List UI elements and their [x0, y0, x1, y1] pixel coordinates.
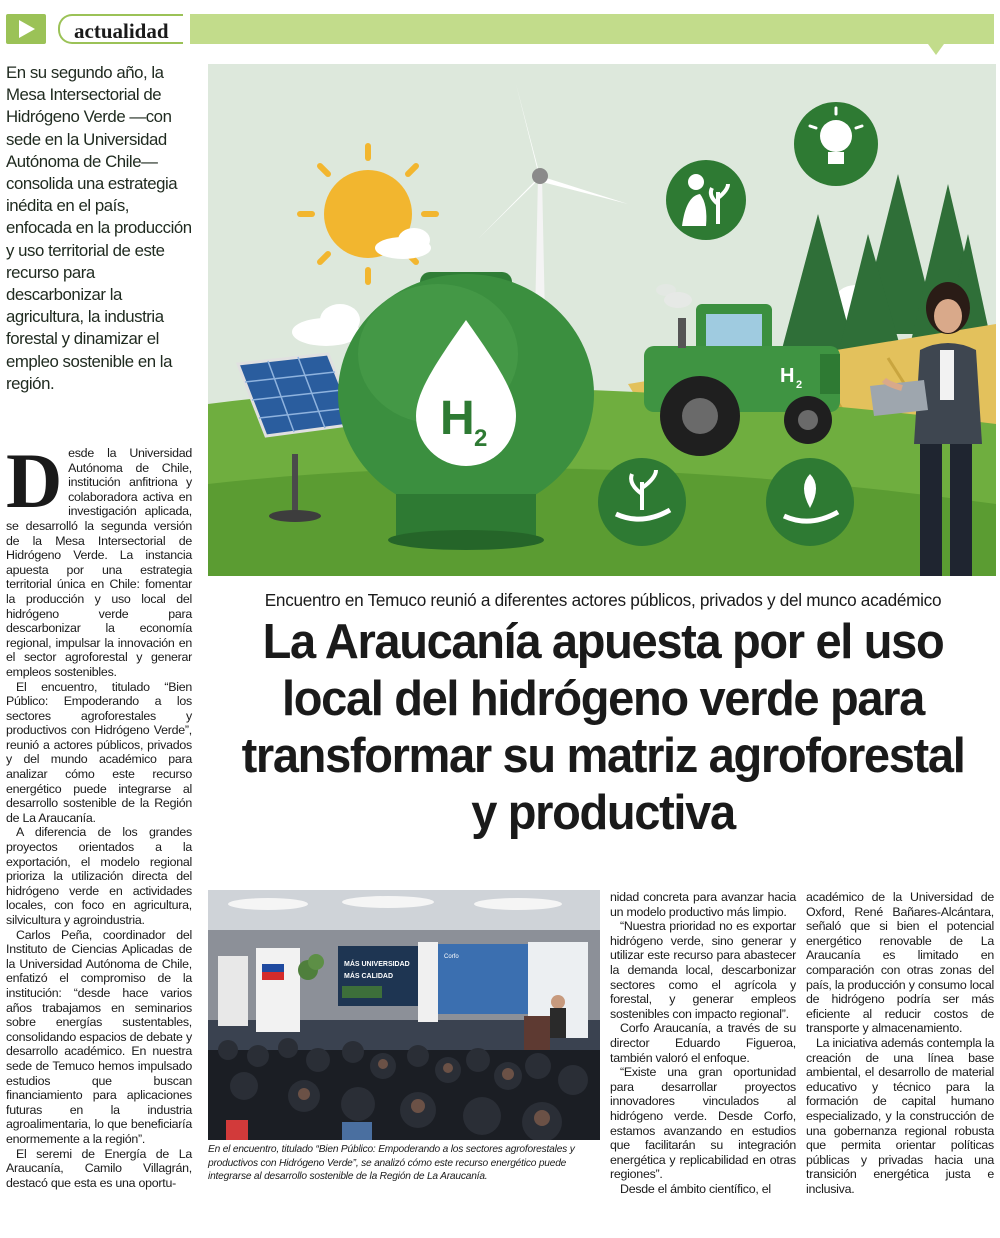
dropcap: D — [6, 437, 63, 524]
hand-leaf-icon — [766, 458, 854, 546]
tank-label-sub: 2 — [474, 425, 488, 452]
headline: La Araucanía apuesta por el uso local del hidrógeno verde para transformar su matriz agroforestal y productiva — [241, 615, 965, 840]
body-paragraph: Desde el ámbito científico, el — [620, 1181, 771, 1196]
body-column-4 — [806, 890, 994, 1196]
tank-label: H — [440, 392, 475, 445]
section-notch — [928, 44, 944, 55]
body-paragraph: “Existe una gran oportunidad para desarrollar proyectos innovadores vinculados al hidrógeno verde. Desde Corfo, estamos avanzando en estudios que facilitarán su integración energética y replicabilidad en otras regiones”. — [610, 1065, 796, 1182]
hero-illustration — [208, 64, 996, 576]
banner-text: Corfo — [444, 954, 459, 960]
body-paragraph: El encuentro, titulado “Bien Público: Empoderando a los sectores agroforestales y productivos con Hidrógeno Verde”, reunió a actores públicos, privados y del mundo académico para analizar cómo este recurso energético puede integrarse al desarrollo sostenible de la Región de La Araucanía. — [6, 679, 192, 825]
hydrogen-scene-illustration — [208, 64, 996, 576]
event-photo — [208, 890, 600, 1140]
body-column-3 — [610, 890, 796, 1196]
body-paragraph: El seremi de Energía de La Araucanía, Camilo Villagrán, destacó que esta es una oportu- — [6, 1146, 192, 1190]
tractor-label: H — [780, 365, 795, 387]
body-paragraph: esde la Universidad Autónoma de Chile, institución anfitriona y colaboradora activa en investigación aplicada, se desarrolló la segunda versión de la Mesa Intersectorial de Hidrógeno Verde. La instancia apuesta por una estrategia territorial única en Chile: fomentar la producción y uso local del hidrógeno verde para descarbonizar la economía regional, impulsar la innovación en el sector agroforestal y generar empleos sostenibles. — [6, 446, 192, 679]
tractor-label-sub: 2 — [796, 379, 803, 391]
hand-sprout-icon — [598, 458, 686, 546]
body-paragraph: A diferencia de los grandes proyectos orientados a la exportación, el modelo regional prioriza la utilización directa del hidrógeno verde en actividades locales, con foco en agricultura, silvicultura y agroindustria. — [6, 825, 192, 927]
farmer-plant-icon — [666, 160, 746, 240]
body-paragraph: Corfo Araucanía, a través de su director Eduardo Figueroa, también valoró el enfoque. — [610, 1021, 796, 1065]
body-paragraph: “Nuestra prioridad no es exportar hidrógeno verde, sino generar y utilizar este recurso para abastecer la demanda local, descarbonizar sectores como el agrícola y forestal, y generar empleos sostenibles con impacto regional”. — [610, 919, 796, 1021]
section-header — [0, 12, 1000, 46]
body-paragraph: académico de la Universidad de Oxford, René Bañares-Alcántara, señaló que si bien el potencial energético renovable de La Araucanía es limitado en comparación con otras zonas del país, la producción y consumo local de hidrógeno podría ser más eficiente al reducir costos de transporte y almacenamiento. — [806, 890, 994, 1036]
play-arrow-icon — [6, 14, 46, 44]
conference-room-photo — [208, 890, 600, 1140]
photo-caption: En el encuentro, titulado “Bien Público: Empoderando a los sectores agroforestales y productivos con Hidrógeno Verde”, se analizó cómo este recurso energético puede integrarse al desarrollo sostenible de la Región de La Araucanía. — [208, 1144, 575, 1183]
body-paragraph: La iniciativa además contempla la creación de una línea base ambiental, el desarrollo de material educativo y técnico para la formación de capital humano especializado, y la construcción de una gobernanza regional robusta que permita orientar políticas públicas y privadas hacia una transición energética justa e inclusiva. — [806, 1035, 994, 1196]
kicker: Encuentro en Temuco reunió a diferentes actores públicos, privados y del munco académico — [264, 590, 942, 610]
body-paragraph: Carlos Peña, coordinador del Instituto de Ciencias Aplicadas de la Universidad Autónoma de Chile, enfatizó el compromiso de la institución: “desde hace varios años trabajamos en seminarios sobre energías sustentables, consolidando espacios de debate y desarrollo académico. En nuestra sede de Temuco hemos impulsado estudios que buscan financiamiento para aplicaciones futuras en la industria agroalimentaria, lo que beneficiaría enormemente a la región”. — [6, 927, 192, 1146]
lightbulb-icon — [794, 102, 878, 186]
body-paragraph: nidad concreta para avanzar hacia un modelo productivo más limpio. — [610, 890, 796, 919]
body-column-1 — [6, 437, 192, 1190]
screen-text-1: MÁS UNIVERSIDAD — [344, 961, 410, 968]
section-rule — [190, 14, 994, 44]
screen-text-2: MÁS CALIDAD — [344, 973, 393, 980]
lead-paragraph: En su segundo año, la Mesa Intersectorial de Hidrógeno Verde —con sede en la Universidad Autónoma de Chile— consolida una estrategia inédita en el país, enfocada en la producción y uso territorial de este recurso para descarbonizar la agricultura, la industria forestal y dinamizar el empleo sostenible en la región. — [6, 63, 192, 393]
section-label: actualidad — [58, 14, 183, 44]
